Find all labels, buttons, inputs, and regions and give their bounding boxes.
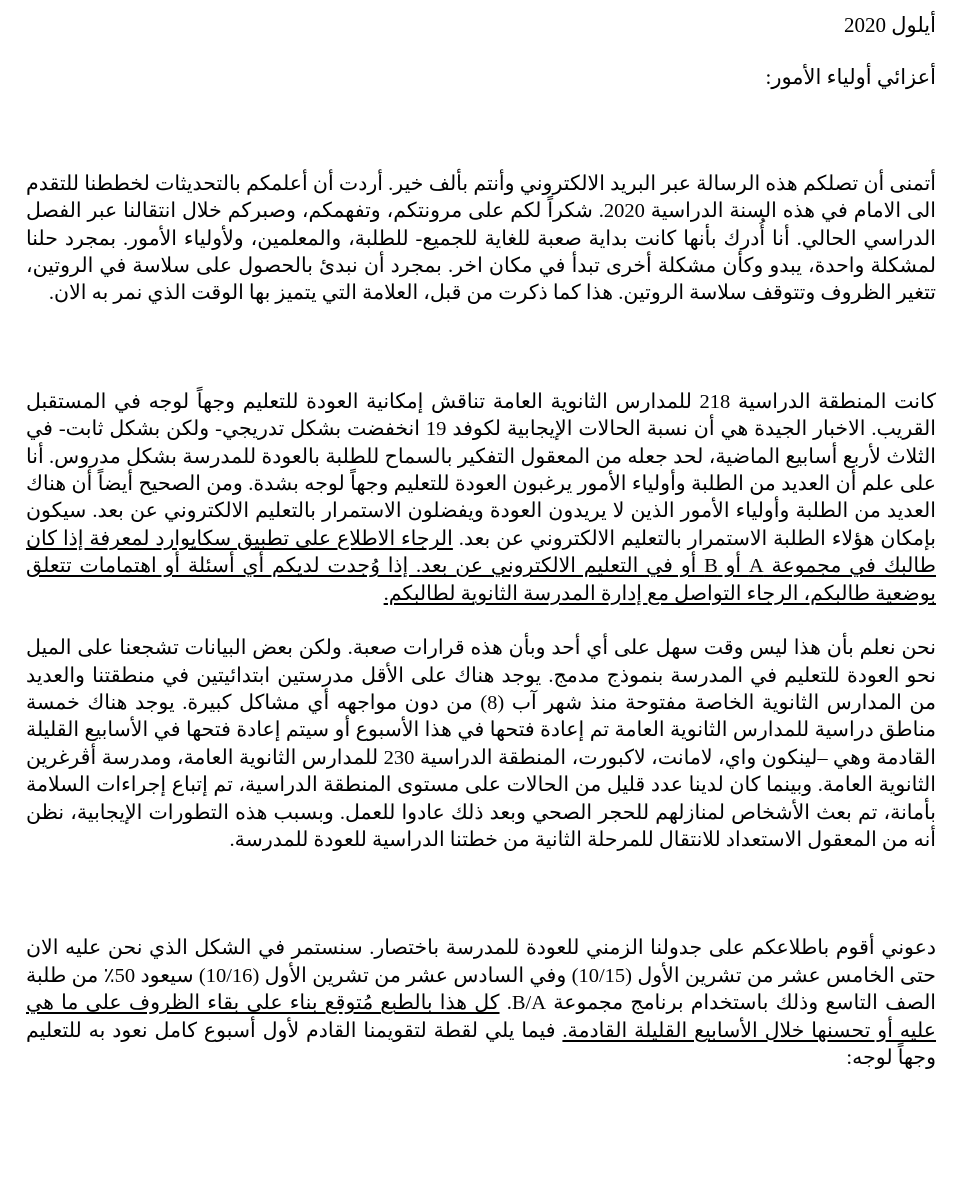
paragraph-timeline-tail: فيما يلي لقطة لتقويمنا القادم لأول أسبوع كامل نعود به للتعليم وجهاً لوجه:	[26, 1019, 936, 1069]
paragraph-intro: أتمنى أن تصلكم هذه الرسالة عبر البريد الالكتروني وأنتم بألف خير. أردت أن أعلمكم بالتحديثات لخططنا للتقدم الى الامام في هذه السنة الدراسية 2020. شكراً لكم على مرونتكم، وتفهمكم، وصبركم خلال انتقالنا عبر الفصل الدراسي الحالي. أنا أُدرك بأنها كانت بداية صعبة للغاية للجميع- للطلبة، والمعلمين، ولأولياء الأمور. بمجرد حلنا لمشكلة واحدة، يبدو وكأن مشكلة أخرى تبدأ في مكان اخر. بمجرد أن نبدئ بالحصول على سلاسة في الروتين، تتغير الظروف وتتوقف سلاسة الروتين. هذا كما ذكرت من قبل، العلامة التي يتميز بها الوقت الذي نمر به الان.	[26, 172, 936, 305]
paragraph-data-encouragement: نحن نعلم بأن هذا ليس وقت سهل على أي أحد وبأن هذه قرارات صعبة. ولكن بعض البيانات تشجعنا على الميل نحو العودة للتعليم في المدرسة بنموذج مدمج. يوجد هناك على الأقل مدرستين ابتدائيتين في منطقتنا والعديد من المدارس الثانوية الخاصة مفتوحة منذ شهر آب (8) من دون مواجهه أي مشاكل كبيرة. يوجد هناك خمسة مناطق دراسية للمدارس الثانوية العامة تم إعادة فتحها في هذا الأسبوع أو سيتم إعادة فتحها في الأسابيع القليلة القادمة وهي –لينكون واي، لامانت، لاكبورت، المنطقة الدراسية 230 للمدارس الثانوية العامة، ومدرسة أڤرغرين الثانوية العامة. وبينما كان لدينا عدد قليل من الحالات على مستوى المنطقة الدراسية، تم إتباع إجراءات السلامة بأمانة، تم بعث الأشخاص لمنازلهم للحجر الصحي وبعد ذلك عادوا للعمل. وبسبب هذه التطورات الإيجابية، نظن أنه من المعقول الاستعداد للانتقال للمرحلة الثانية من خطتنا الدراسية للعودة للمدرسة.	[26, 637, 936, 851]
paragraph-timeline	[26, 935, 936, 1072]
letter-salutation: أعزائي أولياء الأمور:	[765, 65, 936, 90]
conditions-notice-underlined: كل هذا بالطبع مُتوقع بناء على بقاء الظروف على ما هي عليه أو تحسنها خلال الأسابيع القليلة القادمة.	[26, 992, 937, 1042]
letter-date: أيلول 2020	[844, 13, 936, 37]
paragraph-timeline-text: دعوني أقوم باطلاعكم على جدولنا الزمني للعودة للمدرسة باختصار. سنستمر في الشكل الذي نحن عليه الان حتى الخامس عشر من تشرين الأول (10/15) وفي السادس عشر من تشرين الأول (10/16) سيعود 50٪ من طلبة الصف التاسع وذلك باستخدام برنامج مجموعة B/A.	[26, 937, 937, 1015]
paragraph-district-plan-text: كانت المنطقة الدراسية 218 للمدارس الثانوية العامة تناقش إمكانية العودة للتعليم وجهاً لوجه في المستقبل القريب. الاخبار الجيدة هي أن نسبة الحالات الإيجابية لكوفد 19 انخفضت بشكل تدريجي- ولكن بشكل ثابت- في الثلاث لأربع أسابيع الماضية، لحد جعله من المعقول التفكير بالسماح للطلبة بالعودة للمدرسة بشكل مدروس. أنا على علم أن العديد من الطلبة وأولياء الأمور يرغبون العودة للتعليم وجهاً لوجه بشدة. ومن الصحيح أيضاً أن هناك العديد من الطلبة وأولياء الأمور الذين لا يريدون العودة ويفضلون الاستمرار بالتعليم الالكتروني عن بعد. سيكون بإمكان هؤلاء الطلبة الاستمرار بالتعليم الالكتروني عن بعد.	[26, 390, 936, 550]
skyward-notice-underlined: الرجاء الاطلاع على تطبيق سكايوارد لمعرفة إذا كان طالبك في مجموعة A أو B أو في التعليم الالكتروني عن بعد. إذا وُجدت لديكم أي أسئلة أو اهتمامات تتعلق بوضعية طالبكم، الرجاء التواصل مع إدارة المدرسة الثانوية لطالبكم.	[26, 527, 936, 605]
paragraph-district-plan	[26, 389, 936, 608]
